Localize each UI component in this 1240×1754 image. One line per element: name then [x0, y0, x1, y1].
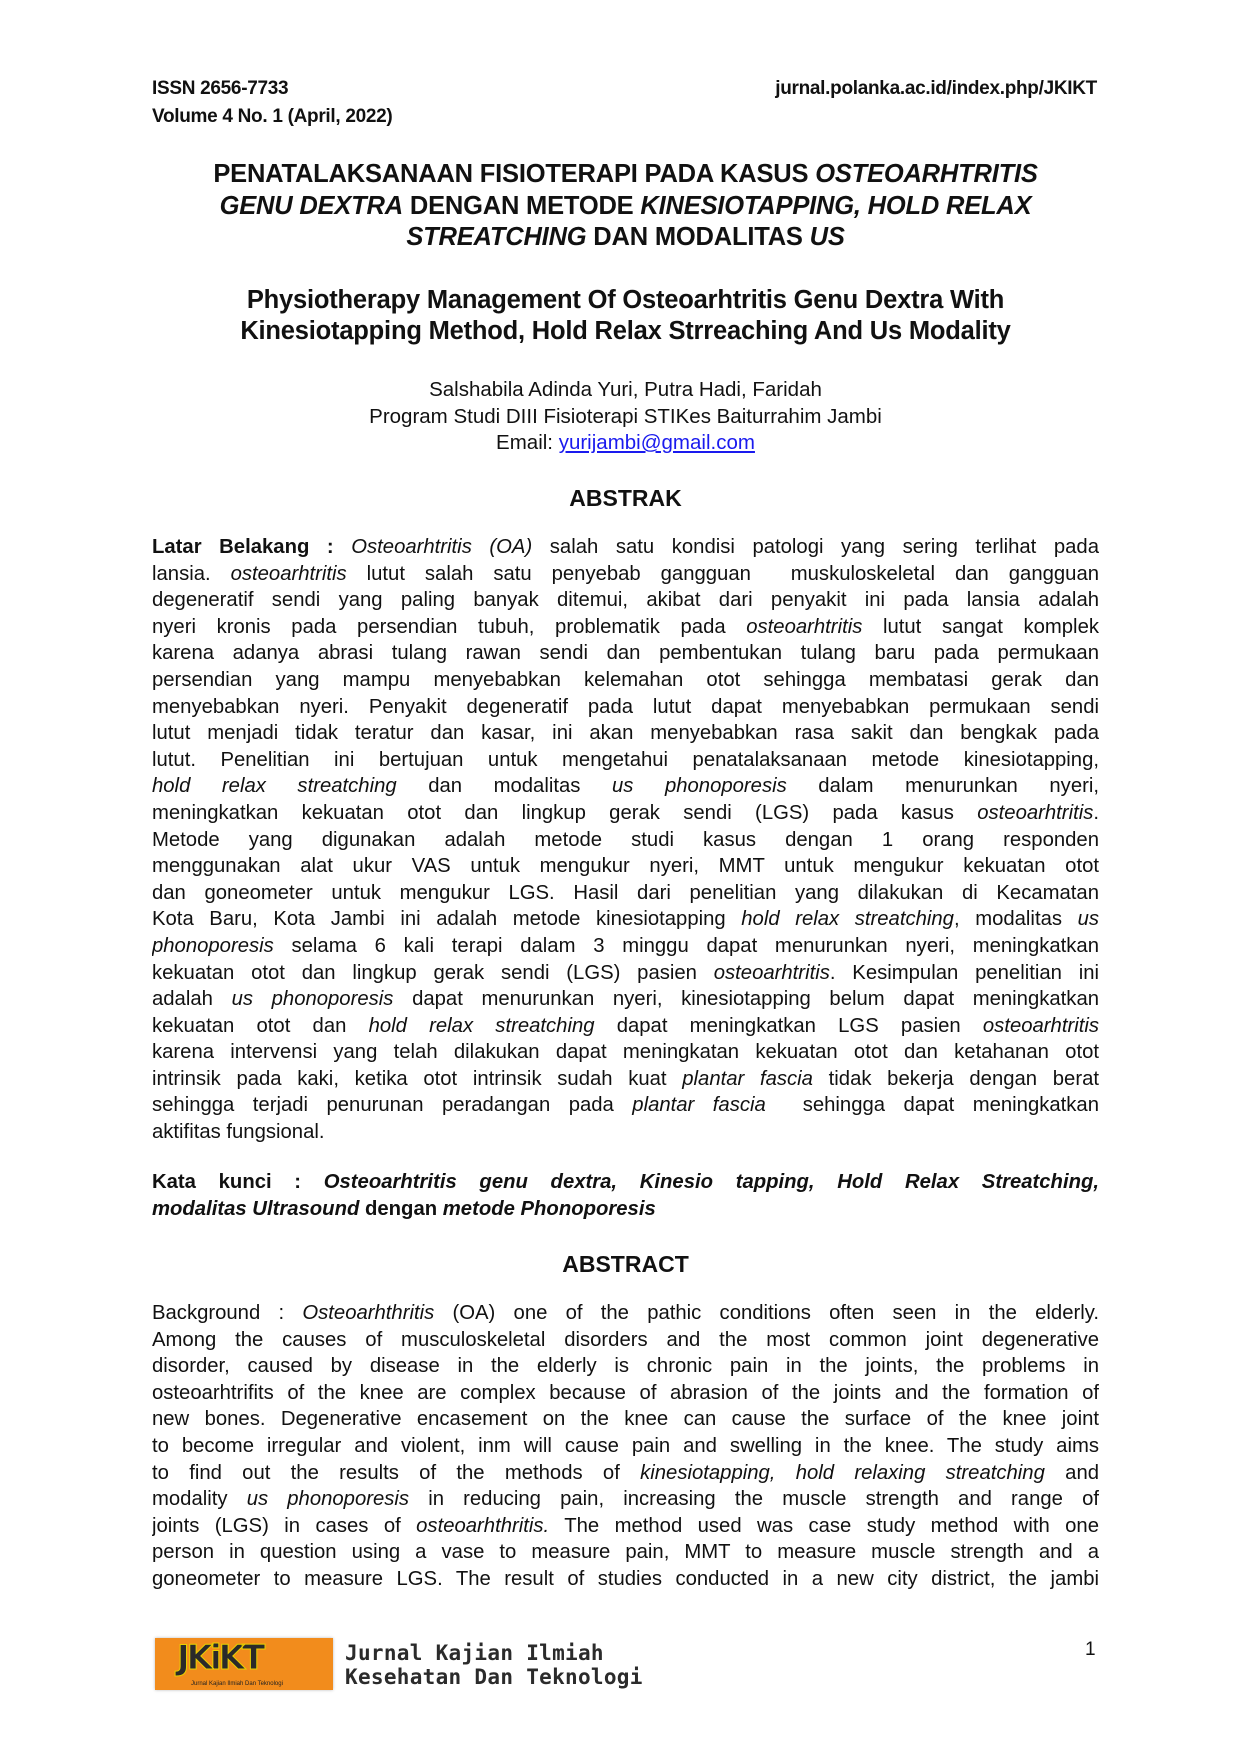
- text-line: [152, 1406, 1099, 1433]
- text-run: osteoarhtritis: [982, 1014, 1099, 1037]
- journal-name-line2: Kesehatan Dan Teknologi: [345, 1665, 643, 1689]
- text-run: selama 6 kali terapi dalam 3 minggu dapat menurunkan nyeri, meningkatkan: [273, 934, 1099, 957]
- text-line: [152, 1300, 1099, 1327]
- text-run: intrinsik pada kaki, ketika otot intrinsik sudah kuat: [152, 1067, 683, 1090]
- text-line: [152, 906, 1099, 933]
- text-line: [152, 1013, 1099, 1040]
- paper-title: [152, 159, 1099, 254]
- text-run: plantar fascia: [632, 1094, 766, 1117]
- text-line: [152, 222, 1099, 254]
- text-run: Background :: [152, 1302, 303, 1324]
- text-run: sehingga dapat meningkatkan: [765, 1094, 1099, 1117]
- text-line: [152, 1486, 1099, 1513]
- text-line: [152, 1066, 1099, 1093]
- text-line: [152, 986, 1099, 1013]
- text-run: Osteoarhtritis (OA): [351, 536, 533, 558]
- logo-tagline: Jurnal Kajian Ilmiah Dan Teknologi: [191, 1681, 283, 1687]
- text-run: dapat menurunkan nyeri, kinesiotapping belum dapat meningkatkan: [393, 988, 1099, 1011]
- text-line: [152, 1460, 1099, 1487]
- text-run: DAN MODALITAS: [586, 223, 810, 251]
- keywords: [152, 1169, 1099, 1222]
- text-line: [152, 1539, 1099, 1566]
- text-line: [152, 587, 1099, 614]
- text-run: to find out the results of the methods of: [152, 1461, 641, 1484]
- email-line: [152, 430, 1099, 457]
- text-run: Osteoarhthritis: [302, 1302, 435, 1324]
- text-run: menggunakan alat ukur VAS untuk mengukur nyeri, MMT untuk mengukur kekuatan otot: [152, 855, 1099, 878]
- text-line: [152, 1039, 1099, 1066]
- text-run: lansia.: [152, 562, 231, 585]
- text-run: osteoarhtritis: [977, 801, 1094, 824]
- abstrak-heading: ABSTRAK: [569, 485, 682, 511]
- text-run: The method used was case study method with one: [549, 1514, 1099, 1537]
- text-line: [152, 1196, 1099, 1223]
- text-run: lutut sangat komplek: [862, 615, 1099, 638]
- text-line: [152, 1513, 1099, 1540]
- text-run: osteoarhtritis: [713, 961, 830, 984]
- journal-name-line1: Jurnal Kajian Ilmiah: [345, 1641, 604, 1665]
- text-run: us phonoporesis: [246, 1488, 410, 1511]
- text-run: Kata kunci :: [152, 1171, 324, 1193]
- text-run: PENATALAKSANAAN FISIOTERAPI PADA KASUS: [213, 160, 816, 188]
- text-run: karena intervensi yang telah dilakukan dapat meningkatan kekuatan otot dan ketahanan otot: [152, 1041, 1099, 1064]
- text-run: osteoarhtritis: [230, 562, 347, 585]
- text-run: disorder, caused by disease in the elderly is chronic pain in the joints, the problems in: [152, 1355, 1099, 1378]
- affiliation: Program Studi DIII Fisioterapi STIKes Baiturrahim Jambi: [369, 404, 882, 428]
- text-line: [152, 534, 1099, 561]
- text-run: (OA) one of the pathic conditions often seen in the elderly.: [434, 1302, 1099, 1324]
- text-run: .: [1093, 801, 1099, 824]
- text-run: . Kesimpulan penelitian ini: [829, 961, 1099, 984]
- text-run: kinesiotapping, hold relaxing streatching: [640, 1461, 1045, 1484]
- subtitle-line: Physiotherapy Management Of Osteoarhtritis Genu Dextra With: [246, 286, 1005, 314]
- text-run: KINESIOTAPPING, HOLD RELAX: [640, 191, 1032, 220]
- text-line: [152, 561, 1099, 588]
- text-line: [152, 960, 1099, 987]
- text-run: to become irregular and violent, inm will cause pain and swelling in the knee. The study aims: [152, 1434, 1099, 1457]
- text-line: [152, 933, 1099, 960]
- text-line: [152, 1169, 1099, 1196]
- abstract-heading: ABSTRACT: [562, 1251, 689, 1277]
- text-run: us phonoporesis: [231, 988, 394, 1011]
- text-line: [152, 827, 1099, 854]
- text-line: [152, 1353, 1099, 1380]
- text-line: [152, 1327, 1099, 1354]
- text-run: person in question using a vase to measure pain, MMT to measure muscle strength and a: [152, 1541, 1099, 1564]
- author-block: [152, 377, 1099, 457]
- text-line: [152, 667, 1099, 694]
- text-run: and: [1044, 1461, 1099, 1484]
- journal-logo: [155, 1638, 333, 1690]
- text-run: sehingga terjadi penurunan peradangan pada: [152, 1094, 633, 1117]
- issn: ISSN 2656-7733: [152, 78, 289, 99]
- text-run: metode Phonoporesis: [442, 1197, 656, 1220]
- text-run: modality: [152, 1488, 247, 1511]
- text-line: [152, 1119, 1099, 1146]
- volume-info: Volume 4 No. 1 (April, 2022): [152, 106, 393, 127]
- text-run: kekuatan otot dan lingkup gerak sendi (LGS) pasien: [152, 961, 714, 984]
- text-line: [152, 853, 1099, 880]
- text-run: , modalitas: [953, 908, 1078, 931]
- text-run: dalam menurunkan nyeri,: [786, 775, 1099, 798]
- text-run: joints (LGS) in cases of: [152, 1514, 417, 1537]
- journal-name: [345, 1641, 643, 1689]
- text-run: menyebabkan nyeri. Penyakit degeneratif pada lutut dapat menyebabkan permukaan sendi: [152, 695, 1099, 718]
- text-run: DENGAN METODE: [402, 191, 641, 220]
- text-run: Metode yang digunakan adalah metode studi kasus dengan 1 orang responden: [152, 828, 1099, 851]
- text-run: aktifitas fungsional.: [152, 1121, 325, 1144]
- text-run: new bones. Degenerative encasement on the knee can cause the surface of the knee joint: [152, 1408, 1099, 1431]
- paper-subtitle: [152, 285, 1099, 347]
- author-names: Salshabila Adinda Yuri, Putra Hadi, Faridah: [429, 378, 822, 401]
- text-run: modalitas Ultrasound: [152, 1197, 360, 1220]
- text-run: adalah: [152, 988, 232, 1011]
- abstrak-body: [152, 534, 1099, 1146]
- text-line: [152, 159, 1099, 191]
- text-line: [152, 773, 1099, 800]
- text-run: kekuatan otot dan: [152, 1014, 369, 1037]
- text-run: US: [809, 223, 845, 251]
- text-line: [152, 640, 1099, 667]
- text-line: [152, 191, 1099, 223]
- text-run: osteoarhthritis.: [416, 1514, 550, 1537]
- text-line: [152, 694, 1099, 721]
- text-run: nyeri kronis pada persendian tubuh, problematik pada: [152, 615, 747, 638]
- text-run: dengan: [359, 1197, 443, 1220]
- text-run: lutut. Penelitian ini bertujuan untuk mengetahui penatalaksanaan metode kinesiotapping,: [152, 748, 1099, 771]
- text-run: salah satu kondisi patologi yang sering terlihat pada: [532, 536, 1099, 558]
- text-run: persendian yang mampu menyebabkan kelemahan otot sehingga membatasi gerak dan: [152, 668, 1099, 691]
- text-run: osteoarhtritis: [746, 615, 863, 638]
- text-run: karena adanya abrasi tulang rawan sendi dan pembentukan tulang baru pada permukaan: [152, 642, 1099, 665]
- text-run: tidak bekerja dengan berat: [812, 1067, 1099, 1090]
- text-run: dapat meningkatkan LGS pasien: [594, 1014, 983, 1037]
- text-line: [152, 1092, 1099, 1119]
- text-run: hold relax streatching: [152, 775, 397, 798]
- text-run: Osteoarhtritis genu dextra, Kinesio tapping, Hold Relax Streatching,: [323, 1171, 1099, 1193]
- text-run: dan goneometer untuk mengukur LGS. Hasil dari penelitian yang dilakukan di Kecamatan: [152, 881, 1099, 904]
- text-run: meningkatkan kekuatan otot dan lingkup gerak sendi (LGS) pada kasus: [152, 801, 978, 824]
- text-run: Among the causes of musculoskeletal disorders and the most common joint degenerative: [152, 1328, 1099, 1351]
- text-line: [152, 1433, 1099, 1460]
- text-line: [152, 720, 1099, 747]
- text-line: [152, 800, 1099, 827]
- text-run: osteoarhtrifits of the knee are complex because of abrasion of the joints and the formation of: [152, 1381, 1099, 1404]
- logo-mark: JKiKT: [177, 1638, 263, 1678]
- text-run: plantar fascia: [682, 1067, 813, 1090]
- email-link[interactable]: yurijambi@gmail.com: [558, 431, 755, 454]
- email-label: Email:: [496, 431, 559, 454]
- text-run: Kota Baru, Kota Jambi ini adalah metode kinesiotapping: [152, 908, 742, 931]
- text-run: degeneratif sendi yang paling banyak ditemui, akibat dari penyakit ini pada lansia adalah: [152, 589, 1099, 612]
- text-run: phonoporesis: [152, 934, 274, 957]
- subtitle-line: Kinesiotapping Method, Hold Relax Strreaching And Us Modality: [240, 317, 1011, 345]
- text-run: hold relax streatching: [741, 908, 954, 931]
- text-run: STREATCHING: [406, 223, 587, 251]
- text-run: hold relax streatching: [368, 1014, 595, 1037]
- text-line: [152, 614, 1099, 641]
- text-run: in reducing pain, increasing the muscle strength and range of: [409, 1488, 1099, 1511]
- journal-url[interactable]: jurnal.polanka.ac.id/index.php/JKIKT: [775, 78, 1097, 99]
- text-line: [152, 747, 1099, 774]
- text-line: [152, 1380, 1099, 1407]
- text-run: lutut menjadi tidak teratur dan kasar, ini akan menyebabkan rasa sakit dan bengkak pada: [152, 722, 1099, 745]
- text-run: lutut salah satu penyebab gangguan muskuloskeletal dan gangguan: [346, 562, 1099, 585]
- text-line: [152, 1566, 1099, 1593]
- text-run: goneometer to measure LGS. The result of studies conducted in a new city district, the jambi: [152, 1567, 1099, 1590]
- text-run: us phonoporesis: [611, 775, 787, 798]
- text-run: OSTEOARHTRITIS: [815, 160, 1038, 188]
- text-run: Latar Belakang :: [152, 536, 352, 558]
- text-run: us: [1077, 908, 1099, 931]
- text-run: dan modalitas: [396, 775, 612, 798]
- text-run: GENU DEXTRA: [219, 191, 403, 220]
- abstract-body: [152, 1300, 1099, 1593]
- page-number: 1: [1085, 1639, 1096, 1660]
- text-line: [152, 880, 1099, 907]
